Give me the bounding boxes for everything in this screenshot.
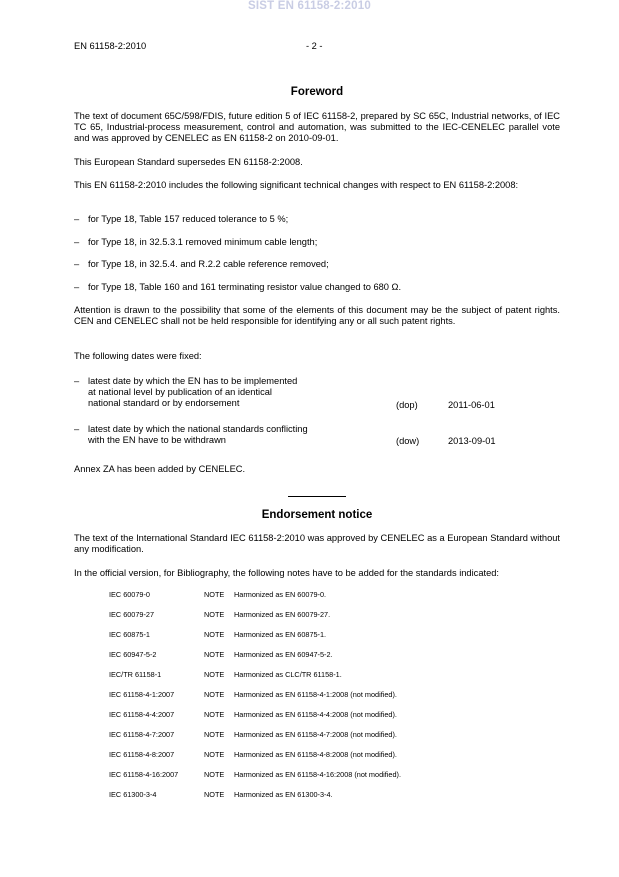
note-label: NOTE: [204, 710, 225, 719]
change-item: for Type 18, Table 160 and 161 terminating resistor value changed to 680 Ω.: [88, 282, 402, 292]
change-item: for Type 18, in 32.5.3.1 removed minimum cable length;: [88, 237, 318, 247]
note-standard: IEC 60079-0: [109, 590, 150, 599]
foreword-paragraph: Annex ZA has been added by CENELEC.: [74, 464, 246, 474]
date-description: latest date by which the national standards conflicting with the EN have to be withdrawn: [88, 424, 308, 445]
note-text: Harmonized as EN 60947-5-2.: [234, 650, 333, 659]
note-text: Harmonized as EN 61158-4-1:2008 (not modified).: [234, 690, 397, 699]
note-label: NOTE: [204, 670, 225, 679]
note-text: Harmonized as EN 61158-4-7:2008 (not modified).: [234, 730, 397, 739]
date-description: latest date by which the EN has to be implemented at national level by publication of an identical national standard or by endorsement: [88, 376, 298, 408]
note-standard: IEC 61158-4-4:2007: [109, 710, 175, 719]
note-standard: IEC 61158-4-7:2007: [109, 730, 175, 739]
note-label: NOTE: [204, 610, 225, 619]
note-label: NOTE: [204, 630, 225, 639]
note-label: NOTE: [204, 770, 225, 779]
date-code: (dop): [396, 400, 418, 410]
header-page-number: - 2 -: [306, 41, 323, 51]
note-label: NOTE: [204, 650, 225, 659]
change-item: for Type 18, in 32.5.4. and R.2.2 cable reference removed;: [88, 259, 329, 269]
note-standard: IEC 61158-4-16:2007: [109, 770, 179, 779]
endorsement-paragraph: In the official version, for Bibliography, the following notes have to be added for the standards indicated:: [74, 568, 499, 578]
list-dash: –: [74, 259, 80, 269]
note-standard: IEC 61158-4-8:2007: [109, 750, 175, 759]
date-value: 2011-06-01: [448, 400, 495, 410]
endorsement-paragraph: The text of the International Standard IEC 61158-2:2010 was approved by CENELEC as a European Standard without any modification.: [74, 533, 560, 554]
note-standard: IEC/TR 61158-1: [109, 670, 162, 679]
note-label: NOTE: [204, 730, 225, 739]
endorsement-title: Endorsement notice: [261, 509, 373, 521]
note-label: NOTE: [204, 750, 225, 759]
note-standard: IEC 61300-3-4: [109, 790, 157, 799]
list-dash: –: [74, 424, 80, 434]
note-label: NOTE: [204, 690, 225, 699]
date-value: 2013-09-01: [448, 436, 496, 446]
note-text: Harmonized as EN 60079-27.: [234, 610, 331, 619]
foreword-paragraph: Attention is drawn to the possibility that some of the elements of this document may be the subject of patent rights. CEN and CENELEC shall not be held responsible for identifying any or all such patent rights.: [74, 305, 560, 326]
note-standard: IEC 61158-4-1:2007: [109, 690, 175, 699]
header-doc-id: EN 61158-2:2010: [74, 41, 147, 51]
watermark: SIST EN 61158-2:2010: [248, 0, 371, 12]
note-standard: IEC 60947-5-2: [109, 650, 157, 659]
note-text: Harmonized as EN 61158-4-16:2008 (not modified).: [234, 770, 401, 779]
foreword-title: Foreword: [290, 86, 344, 98]
note-label: NOTE: [204, 790, 225, 799]
list-dash: –: [74, 282, 80, 292]
note-text: Harmonized as EN 61158-4-8:2008 (not modified).: [234, 750, 397, 759]
list-dash: –: [74, 214, 80, 224]
list-dash: –: [74, 376, 80, 386]
note-text: Harmonized as EN 60875-1.: [234, 630, 327, 639]
foreword-paragraph: This European Standard supersedes EN 61158-2:2008.: [74, 157, 303, 167]
section-divider: [288, 496, 346, 497]
foreword-paragraph: This EN 61158-2:2010 includes the following significant technical changes with respect to EN 61158-2:2008:: [74, 180, 519, 190]
note-standard: IEC 60079-27: [109, 610, 155, 619]
note-text: Harmonized as EN 60079-0.: [234, 590, 327, 599]
note-label: NOTE: [204, 590, 225, 599]
note-text: Harmonized as CLC/TR 61158-1.: [234, 670, 342, 679]
list-dash: –: [74, 237, 80, 247]
note-standard: IEC 60875-1: [109, 630, 150, 639]
date-code: (dow): [396, 436, 420, 446]
foreword-paragraph: The text of document 65C/598/FDIS, future edition 5 of IEC 61158-2, prepared by SC 65C, Industrial networks, of IEC TC 65, Industrial-process measurement, control and automation, was submitted to the IEC-CENELEC parallel vote and was approved by CENELEC as EN 61158-2 on 2010-09-01.: [74, 111, 560, 143]
note-text: Harmonized as EN 61300-3-4.: [234, 790, 333, 799]
change-item: for Type 18, Table 157 reduced tolerance to 5 %;: [88, 214, 289, 224]
foreword-paragraph: The following dates were fixed:: [74, 351, 202, 361]
note-text: Harmonized as EN 61158-4-4:2008 (not modified).: [234, 710, 397, 719]
